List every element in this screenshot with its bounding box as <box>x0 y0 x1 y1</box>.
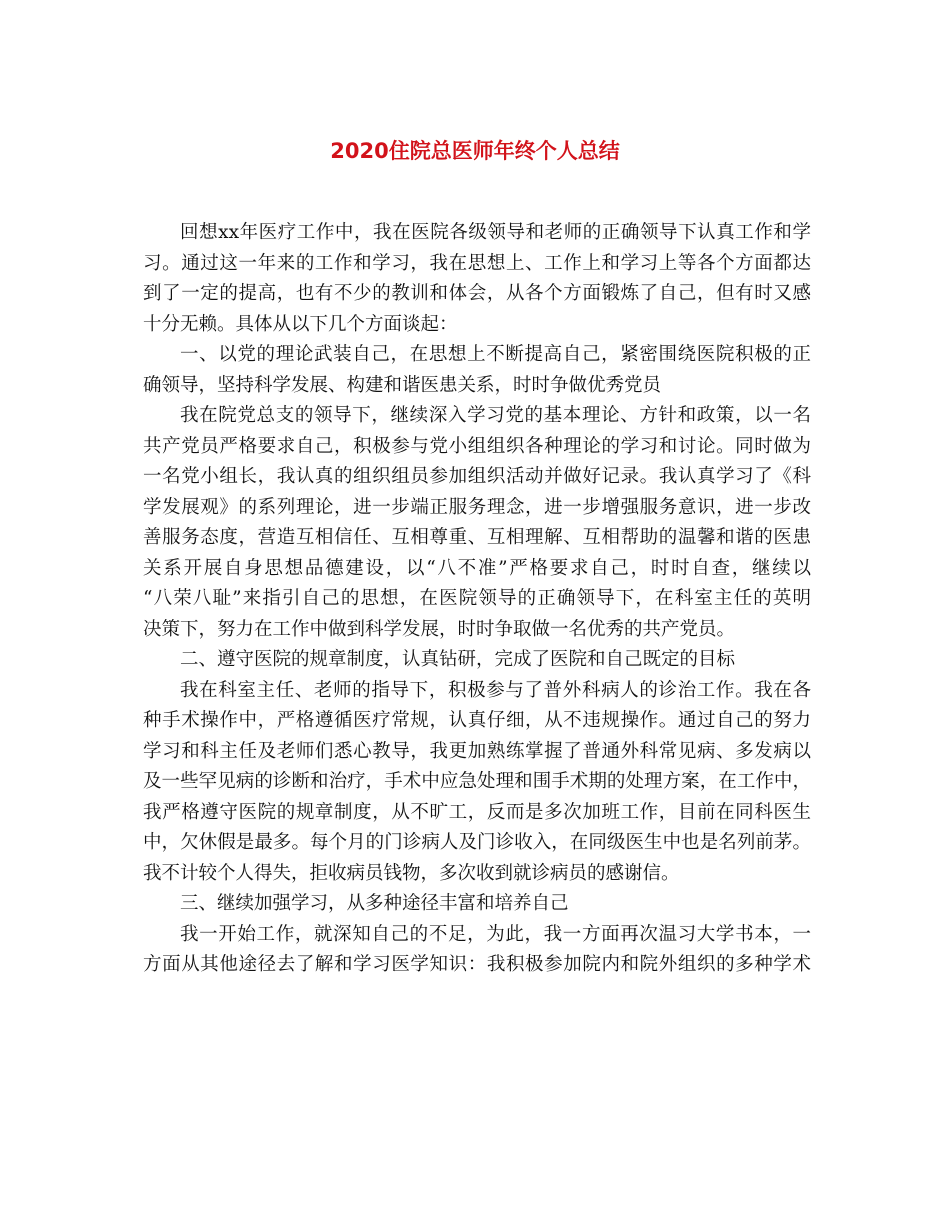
text-line: 回想xx年医疗工作中，我在医院各级领导和老师的正确领导下认真工作和学 <box>180 222 811 243</box>
text-line: 一、以党的理论武装自己，在思想上不断提高自己，紧密围绕医院积极的正 <box>180 344 811 365</box>
text-line: “八荣八耻”来指引自己的思想，在医院领导的正确领导下，在科室主任的英明 <box>143 588 811 609</box>
text-line: 决策下，努力在工作中做到科学发展，时时争取做一名优秀的共产党员。 <box>143 618 736 640</box>
text-line: 方面从其他途径去了解和学习医学知识：我积极参加院内和院外组织的多种学术 <box>143 954 811 975</box>
document-title: 2020住院总医师年终个人总结 <box>330 139 620 163</box>
text-line: 到了一定的提高，也有不少的教训和体会，从各个方面锻炼了自己，但有时又感 <box>143 283 811 304</box>
text-line: 我不计较个人得失，拒收病员钱物，多次收到就诊病员的感谢信。 <box>143 862 680 884</box>
text-line: 确领导，坚持科学发展、构建和谐医患关系，时时争做优秀党员 <box>143 374 662 396</box>
text-line: 善服务态度，营造互相信任、互相尊重、互相理解、互相帮助的温馨和谐的医患 <box>143 527 811 548</box>
text-line: 十分无赖。具体从以下几个方面谈起： <box>143 313 458 335</box>
text-line: 习。通过这一年来的工作和学习，我在思想上、工作上和学习上等各个方面都达 <box>143 252 811 274</box>
text-line: 我在院党总支的领导下，继续深入学习党的基本理论、方针和政策，以一名 <box>180 405 811 426</box>
text-line: 中，欠休假是最多。每个月的门诊病人及门诊收入，在同级医生中也是名列前茅。 <box>143 832 811 853</box>
text-line: 及一些罕见病的诊断和治疗，手术中应急处理和围手术期的处理方案，在工作中， <box>143 771 811 792</box>
text-line: 二、遵守医院的规章制度，认真钻研，完成了医院和自己既定的目标 <box>180 649 736 670</box>
text-line: 一名党小组长，我认真的组织组员参加组织活动并做好记录。我认真学习了《科 <box>143 466 811 487</box>
text-line: 学习和科主任及老师们悉心教导，我更加熟练掌握了普通外科常见病、多发病以 <box>143 740 811 762</box>
text-line: 我一开始工作，就深知自己的不足，为此，我一方面再次温习大学书本，一 <box>180 923 811 945</box>
text-line: 我严格遵守医院的规章制度，从不旷工，反而是多次加班工作，目前在同科医生 <box>143 801 811 823</box>
text-line: 学发展观》的系列理论，进一步端正服务理念，进一步增强服务意识，进一步改 <box>143 496 811 518</box>
text-line: 种手术操作中，严格遵循医疗常规，认真仔细，从不违规操作。通过自己的努力 <box>143 710 811 731</box>
text-line: 共产党员严格要求自己，积极参与党小组组织各种理论的学习和讨论。同时做为 <box>143 435 811 457</box>
text-line: 关系开展自身思想品德建设，以“八不准”严格要求自己，时时自查，继续以 <box>143 557 811 579</box>
text-line: 我在科室主任、老师的指导下，积极参与了普外科病人的诊治工作。我在各 <box>180 679 811 701</box>
document-body <box>143 218 811 981</box>
text-line: 三、继续加强学习，从多种途径丰富和培养自己 <box>180 893 569 914</box>
